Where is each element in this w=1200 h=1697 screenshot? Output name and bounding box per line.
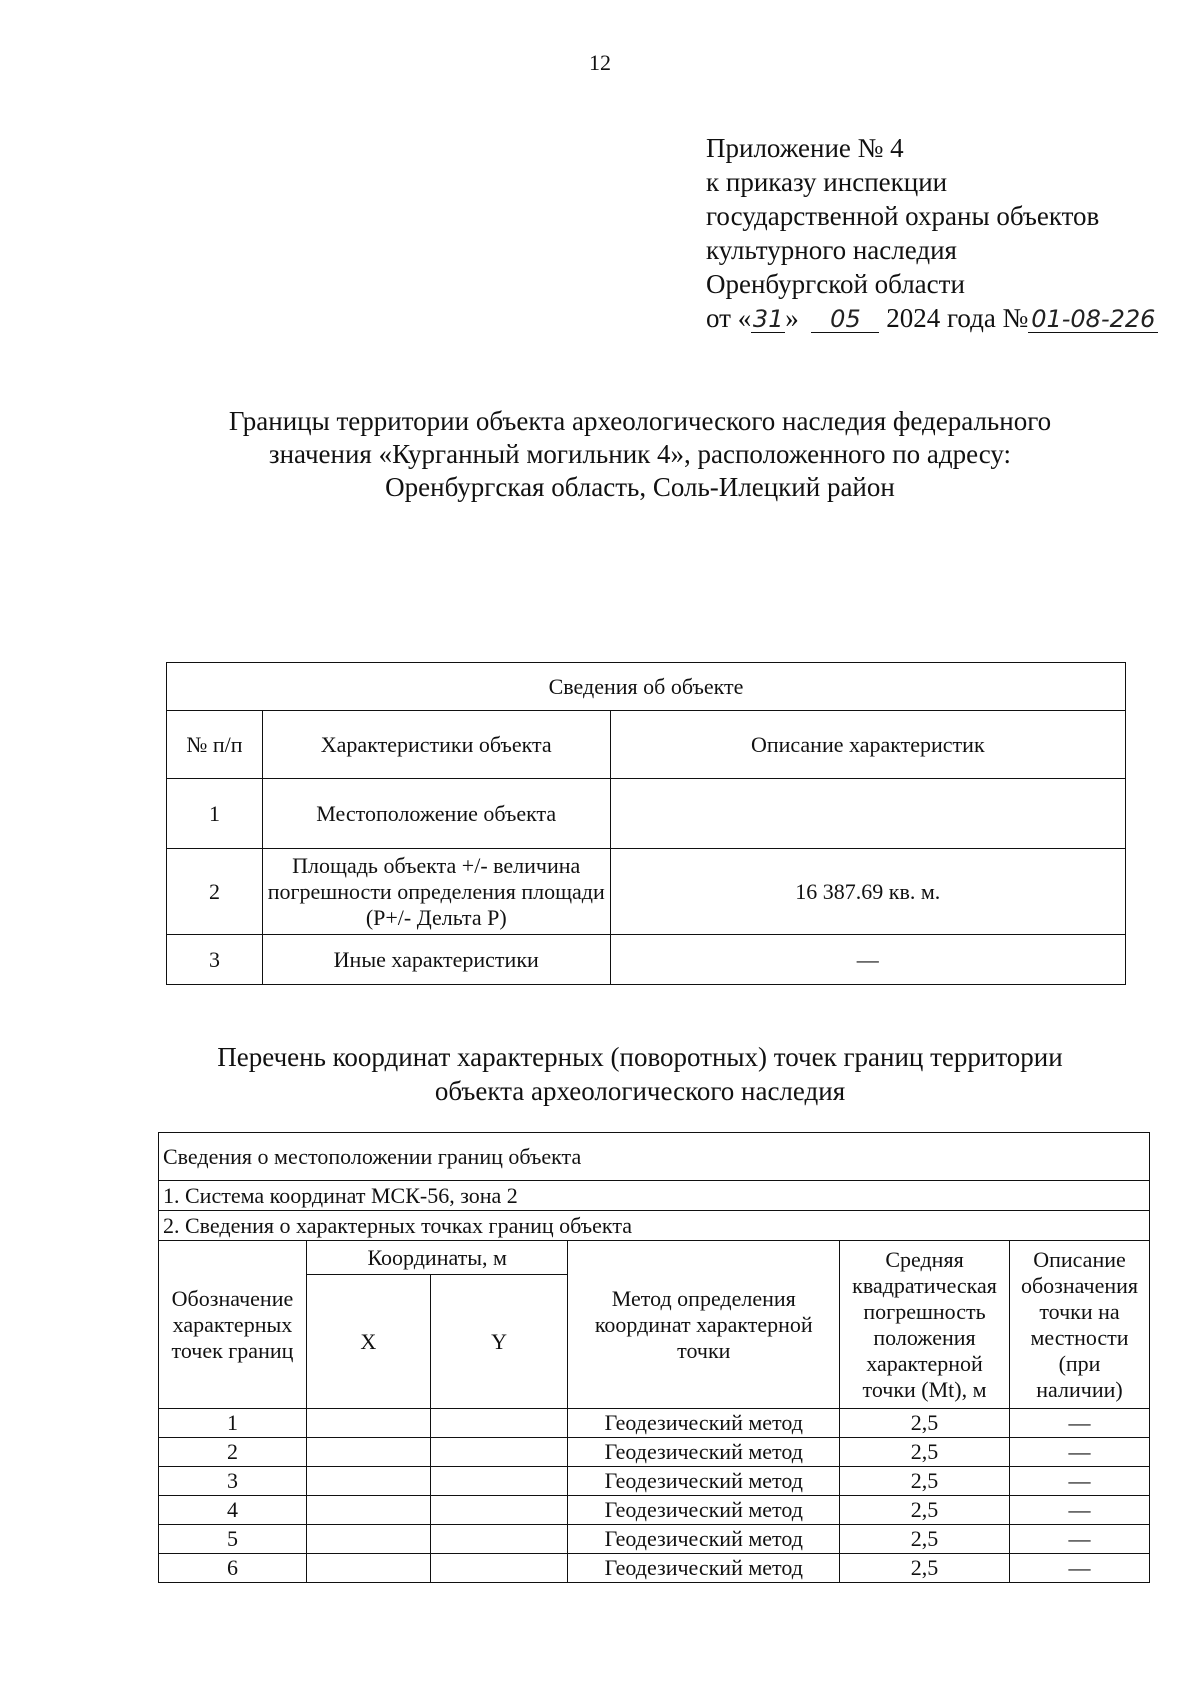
boundary-coordinates-table <box>158 1132 1150 1583</box>
point-description: — <box>1010 1496 1150 1525</box>
point-x <box>306 1554 430 1583</box>
point-y <box>430 1467 568 1496</box>
object-info-table <box>166 662 1126 985</box>
coordinate-system: 1. Система координат МСК-56, зона 2 <box>159 1181 1150 1211</box>
page-number: 12 <box>589 50 611 75</box>
point-x <box>306 1496 430 1525</box>
point-y <box>430 1438 568 1467</box>
doc-number-handwritten: 01-08-226 <box>1028 306 1158 333</box>
point-number: 2 <box>159 1438 307 1467</box>
header-num: № п/п <box>167 711 263 779</box>
row-name: Местоположение объекта <box>262 779 610 849</box>
points-caption: 2. Сведения о характерных точках границ объекта <box>159 1211 1150 1241</box>
date-prefix: от « <box>706 303 752 333</box>
appendix-line: Оренбургской области <box>706 269 965 299</box>
row-value: — <box>610 935 1125 985</box>
point-method: Геодезический метод <box>568 1438 840 1467</box>
document-title <box>200 405 1080 504</box>
title-line: объекта археологического наследия <box>434 1076 846 1106</box>
header-coordinates: Координаты, м <box>306 1241 568 1275</box>
point-method: Геодезический метод <box>568 1467 840 1496</box>
header-error: Средняя квадратическая погрешность положения характерной точки (Mt), м <box>840 1241 1010 1409</box>
header-designation: Обозначение характерных точек границ <box>159 1241 307 1409</box>
point-description: — <box>1010 1438 1150 1467</box>
point-y <box>430 1496 568 1525</box>
point-description: — <box>1010 1409 1150 1438</box>
table-row <box>159 1438 1150 1467</box>
date-day-handwritten: 31 <box>752 305 784 333</box>
point-method: Геодезический метод <box>568 1554 840 1583</box>
row-num: 3 <box>167 935 263 985</box>
point-y <box>430 1525 568 1554</box>
title-line: Перечень координат характерных (поворотных) точек границ территории <box>217 1042 1063 1072</box>
point-y <box>430 1554 568 1583</box>
appendix-block <box>706 131 1158 335</box>
header-characteristics: Характеристики объекта <box>262 711 610 779</box>
point-x <box>306 1438 430 1467</box>
row-num: 2 <box>167 849 263 935</box>
table-row <box>159 1525 1150 1554</box>
point-number: 5 <box>159 1525 307 1554</box>
table-row <box>159 1554 1150 1583</box>
title-line: Границы территории объекта археологического наследия федерального <box>228 406 1052 436</box>
point-number: 3 <box>159 1467 307 1496</box>
point-method: Геодезический метод <box>568 1409 840 1438</box>
point-number: 1 <box>159 1409 307 1438</box>
header-point-description: Описание обозначения точки на местности (при наличии) <box>1010 1241 1150 1409</box>
appendix-date-line <box>706 301 1158 335</box>
table-row <box>159 1409 1150 1438</box>
appendix-line: культурного наследия <box>706 235 957 265</box>
object-table-caption: Сведения об объекте <box>167 663 1126 711</box>
point-method: Геодезический метод <box>568 1525 840 1554</box>
point-method: Геодезический метод <box>568 1496 840 1525</box>
point-error: 2,5 <box>840 1467 1010 1496</box>
point-error: 2,5 <box>840 1438 1010 1467</box>
header-y: Y <box>430 1275 568 1409</box>
header-method: Метод определения координат характерной точки <box>568 1241 840 1409</box>
date-mid: » <box>785 303 799 333</box>
date-month-handwritten: 05 <box>811 306 879 333</box>
point-x <box>306 1467 430 1496</box>
header-x: X <box>306 1275 430 1409</box>
title-line: Оренбургская область, Соль-Илецкий район <box>385 472 895 502</box>
point-x <box>306 1409 430 1438</box>
row-num: 1 <box>167 779 263 849</box>
point-y <box>430 1409 568 1438</box>
row-value <box>610 779 1125 849</box>
table-row <box>159 1467 1150 1496</box>
point-x <box>306 1525 430 1554</box>
point-number: 6 <box>159 1554 307 1583</box>
coords-table-caption: Сведения о местоположении границ объекта <box>159 1133 1150 1181</box>
appendix-line: Приложение № 4 <box>706 133 904 163</box>
table-row <box>159 1496 1150 1525</box>
coordinates-list-title <box>180 1040 1100 1108</box>
point-description: — <box>1010 1467 1150 1496</box>
date-year: 2024 года № <box>886 303 1029 333</box>
point-error: 2,5 <box>840 1525 1010 1554</box>
row-value: 16 387.69 кв. м. <box>610 849 1125 935</box>
appendix-line: к приказу инспекции <box>706 167 948 197</box>
point-description: — <box>1010 1554 1150 1583</box>
row-name: Иные характеристики <box>262 935 610 985</box>
appendix-line: государственной охраны объектов <box>706 201 1100 231</box>
title-line: значения «Курганный могильник 4», расположенного по адресу: <box>268 439 1012 469</box>
point-description: — <box>1010 1525 1150 1554</box>
point-error: 2,5 <box>840 1409 1010 1438</box>
point-error: 2,5 <box>840 1554 1010 1583</box>
row-name: Площадь объекта +/- величина погрешности определения площади (P+/- Дельта P) <box>262 849 610 935</box>
header-description: Описание характеристик <box>610 711 1125 779</box>
point-number: 4 <box>159 1496 307 1525</box>
point-error: 2,5 <box>840 1496 1010 1525</box>
